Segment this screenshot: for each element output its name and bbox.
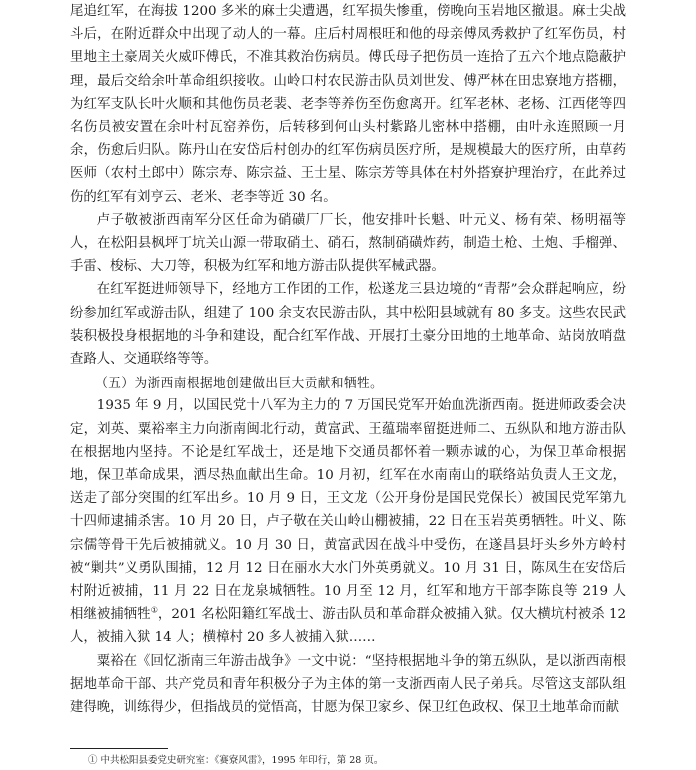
paragraph-4-body: 1935 年 9 月，以国民党十八军为主力的 7 万国民党军开始血洗浙西南。挺进师政委会决定，刘英、粟裕率主力向浙南闽北行动，黄富武、王蕴瑞率留挺进师二、五纵队和地方游击队在根据地内坚持。不论是红军战士，还是地下交通员都怀着一颗赤诚的心，为保卫革命根据地，保卫革命成果，洒尽热血献出生命。10 月初，红军在水南南山的联络站负责人王文龙，送走了部分突围的红军出乡。10 月 9 日，王文龙（公开身份是国民党保长）被国民党军第九十四师逮捕杀害。10 月 20 日，卢子敬在关山岭山棚被捕，22 日在玉岩英勇牺牲。叶义、陈宗儒等骨干先后被捕就义。10 月 30 日，黄富武因在战斗中受伤，在遂昌县圩头乡外方岭村被“剿共”义勇队围捕，12 月 12 日在丽水大水门外英勇就义。10 月 31 日，陈凤生在安岱后村附近被捕，11 月 22 日在龙泉城牺牲。10 月至 12 月，红军和地方干部李陈良等 219 人相继被捕牺牲 [70,398,626,623]
footnote-marker[interactable]: ① [150,605,158,615]
paragraph-1: 尾追红军，在海拔 1200 多米的麻士尖遭遇，红军损失惨重，傍晚向玉岩地区撤退。麻士尖战斗后，在附近群众中出现了动人的一幕。庄后村周根旺和他的母亲傅凤秀救护了红军伤员，村里地主土豪周关火威吓傅氏，不准其救治伤病员。傅氏母子把伤员一连拾了五六个地点隐蔽护理，最后交给余叶革命组织接收。山岭口村农民游击队员刘世发、傅严林在田忠寮地方搭棚，为红军支队长叶火顺和其他伤员老裴、老李等养伤至伤愈离开。红军老林、老杨、江西佬等四名伤员被安置在余叶村瓦窑养伤，后转移到何山头村紫路儿密林中搭棚，由叶永连照顾一月余，伤愈后归队。陈丹山在安岱后村创办的红军伤病员医疗所，是规模最大的医疗所，由草药医师（农村土郎中）陈宗寿、陈宗益、王士星、陈宗芳等具体在村外搭寮护理治疗，在此养过伤的红军有刘亨云、老米、老李等近 30 名。 [70,4,626,205]
footnote: ① 中共松阳县委党史研究室：《赛寮风雷》，1995 年印行，第 28 页。 [88,755,384,766]
section-heading: （五）为浙西南根据地创建做出巨大贡献和牺牲。 [95,375,384,391]
footnote-divider [70,748,168,749]
document-page [70,0,626,719]
paragraph-4-tail: ，201 名松阳籍红军战士、游击队员和革命群众被捕入狱。仅大横坑村被杀 12 人，被捕入狱 14 人；横樟村 20 多人被捕入狱…… [70,607,627,646]
paragraph-4 [70,394,626,649]
paragraph-2: 卢子敬被浙西南军分区任命为硝磺厂厂长，他安排叶长魁、叶元义、杨有荣、杨明福等人，在松阳县枫坪丁坑关山源一带取硝土、硝石，熬制硝磺炸药，制造土枪、土炮、手榴弹、手雷、梭标、大刀等，积极为红军和地方游击队提供军械武器。 [70,212,626,275]
paragraph-5: 粟裕在《回忆浙南三年游击战争》一文中说：“坚持根据地斗争的第五纵队，是以浙西南根据地革命干部、共产党员和青年积极分子为主体的第一支浙西南人民子弟兵。尽管这支部队组建得晚，训练得少，但指战员的觉悟高，甘愿为保卫家乡、保卫红色政权、保卫土地革命而献 [70,653,626,716]
paragraph-3: 在红军挺进师领导下，经地方工作团的工作，松遂龙三县边境的“青帮”会众群起响应，纷纷参加红军或游击队，组建了 100 余支农民游击队，其中松阳县域就有 80 多支。这些农民武装积极投身根据地的斗争和建设，配合红军作战、开展打土豪分田地的土地革命、站岗放哨盘查路人、交通联络等等。 [70,282,626,368]
